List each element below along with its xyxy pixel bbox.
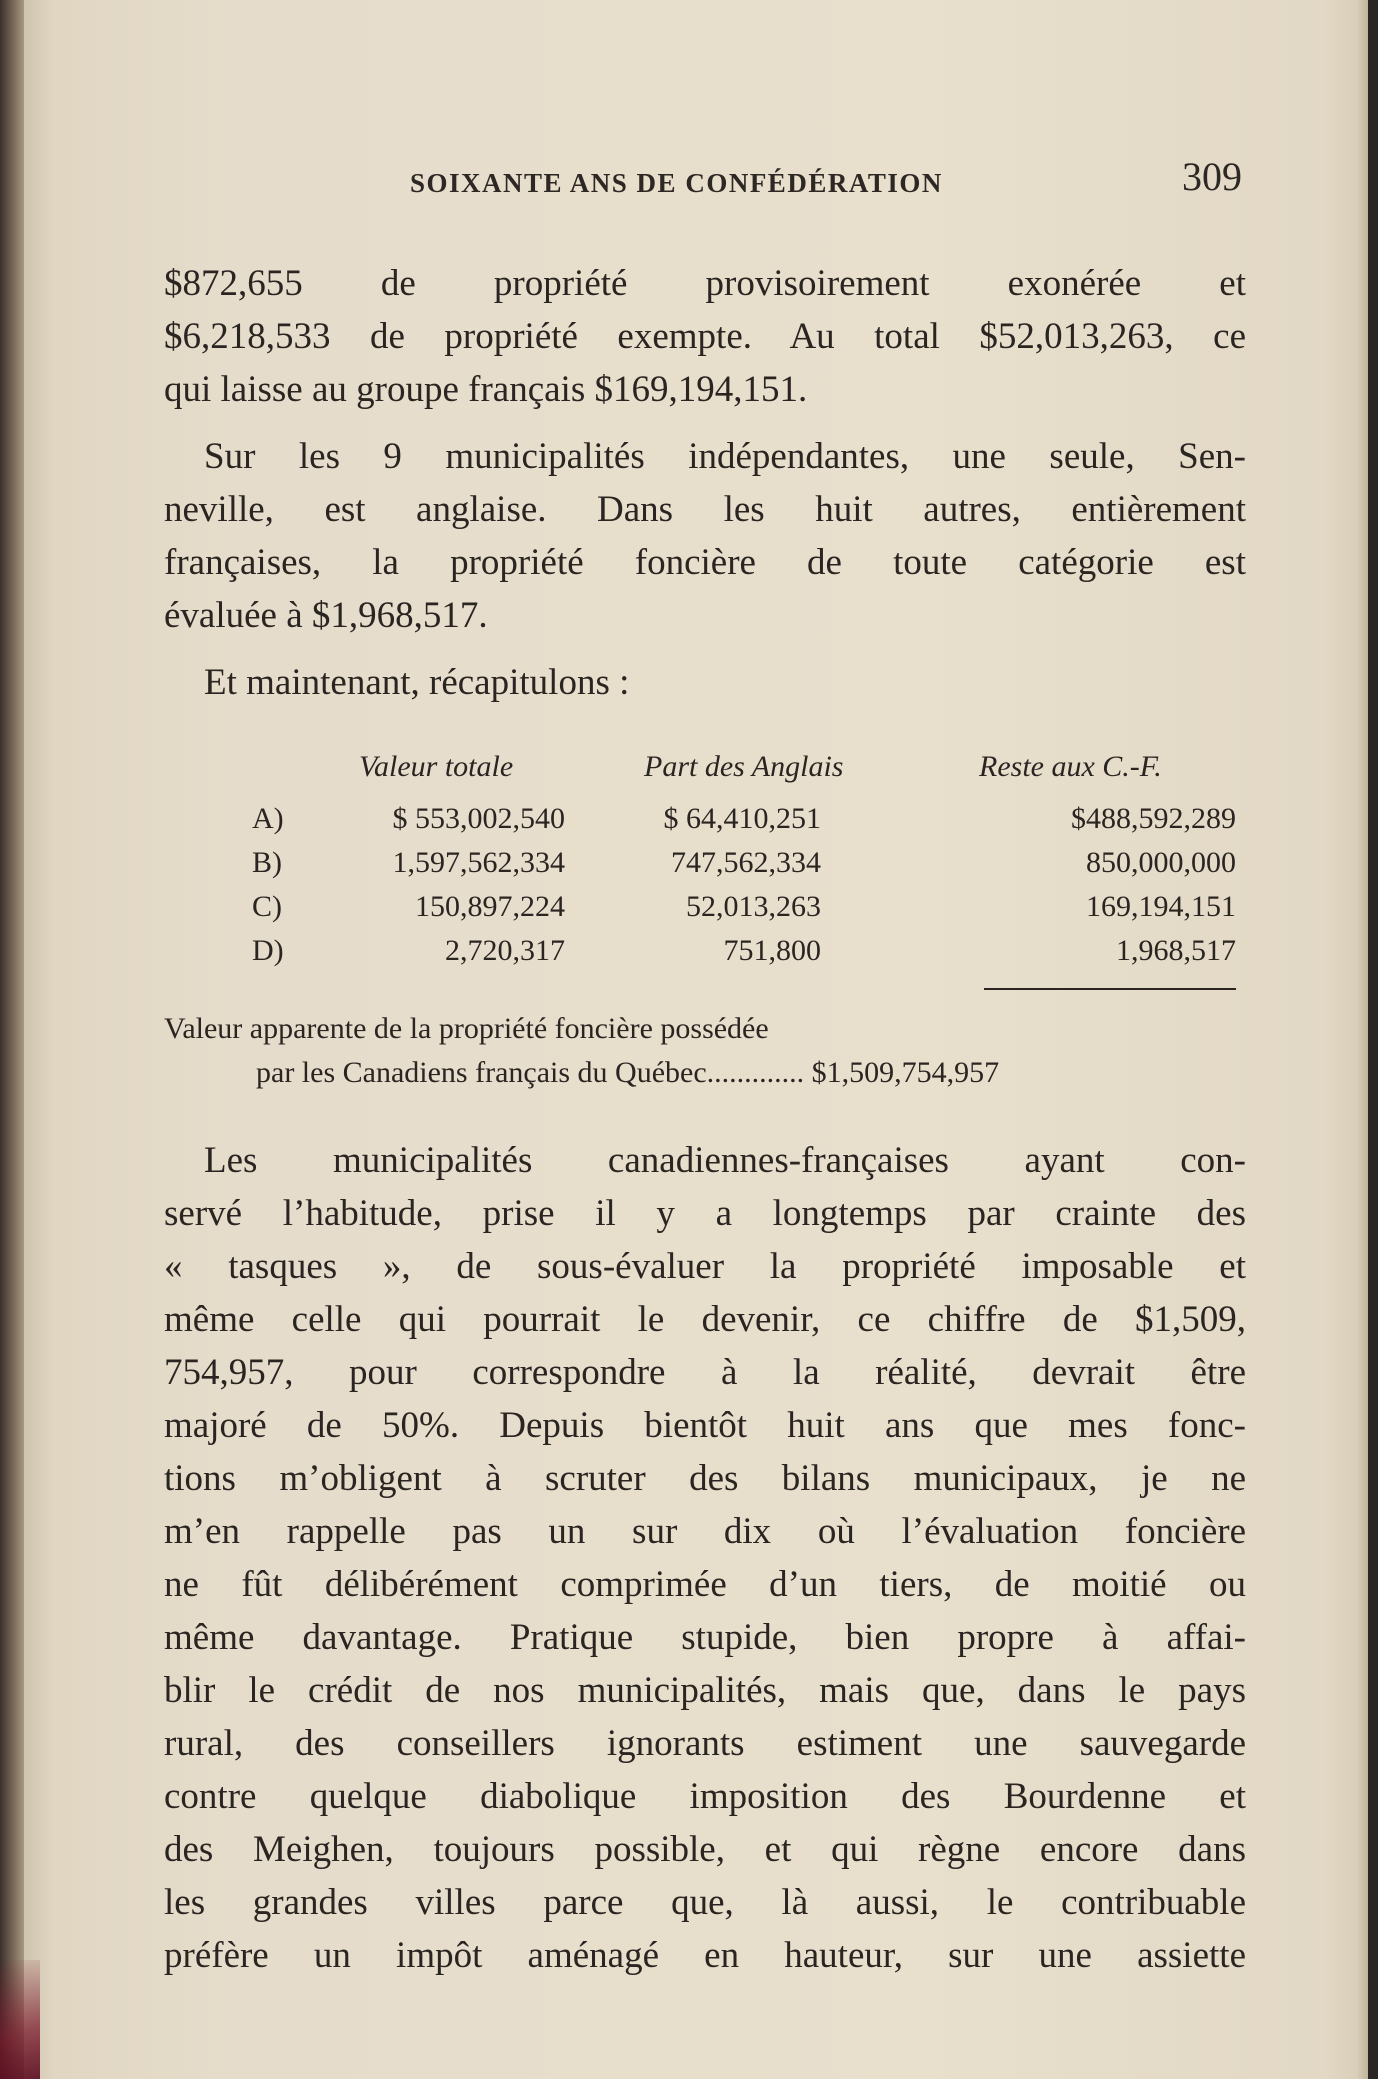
text-line: « tasques », de sous-évaluer la propriété imposable et xyxy=(164,1246,1246,1287)
table-row xyxy=(164,934,1246,978)
text-line: neville, est anglaise. Dans les huit autres, entièrement xyxy=(164,489,1246,530)
row-label: B) xyxy=(252,846,282,879)
text-line: des Meighen, toujours possible, et qui règne encore dans xyxy=(164,1829,1246,1870)
text-line: ne fût délibérément comprimée d’un tiers, de moitié ou xyxy=(164,1564,1246,1605)
paragraph-2 xyxy=(164,430,1246,642)
text-line: les grandes villes parce que, là aussi, le contribuable xyxy=(164,1882,1246,1923)
running-title: SOIXANTE ANS DE CONFÉDÉRATION xyxy=(410,168,943,198)
text-line: Sur les 9 municipalités indépendantes, une seule, Sen- xyxy=(204,436,1246,477)
cell-reste: 850,000,000 xyxy=(1086,846,1236,879)
paragraph-1 xyxy=(164,257,1246,416)
text-line: tions m’obligent à scruter des bilans municipaux, je ne xyxy=(164,1458,1246,1499)
cell-total: 2,720,317 xyxy=(445,934,565,967)
text-line: majoré de 50%. Depuis bientôt huit ans que mes fonc- xyxy=(164,1405,1246,1446)
cell-anglais: 52,013,263 xyxy=(686,890,821,923)
text-line: même davantage. Pratique stupide, bien propre à affai- xyxy=(164,1617,1246,1658)
text-line: servé l’habitude, prise il y a longtemps par crainte des xyxy=(164,1193,1246,1234)
header-reste-cf: Reste aux C.-F. xyxy=(979,750,1162,783)
text-line: contre quelque diabolique imposition des Bourdenne et xyxy=(164,1776,1246,1817)
table-row xyxy=(164,846,1246,890)
table-row xyxy=(164,802,1246,846)
book-cover-edge xyxy=(0,1960,40,2079)
text-line: même celle qui pourrait le devenir, ce chiffre de $1,509, xyxy=(164,1299,1246,1340)
text-line: préfère un impôt aménagé en hauteur, sur une assiette xyxy=(164,1935,1246,1976)
text-line: m’en rappelle pas un sur dix où l’évaluation foncière xyxy=(164,1511,1246,1552)
text-line: qui laisse au groupe français $169,194,151. xyxy=(164,369,808,410)
page-number: 309 xyxy=(1182,154,1242,199)
row-label: C) xyxy=(252,890,282,923)
cell-anglais: 751,800 xyxy=(723,934,821,967)
text-line: Et maintenant, récapitulons : xyxy=(204,662,630,703)
book-page xyxy=(24,0,1368,2079)
table-row xyxy=(164,890,1246,934)
cell-reste: $488,592,289 xyxy=(1071,802,1236,835)
book-spine xyxy=(0,0,24,2079)
text-line: 754,957, pour correspondre à la réalité, devrait être xyxy=(164,1352,1246,1393)
row-label: D) xyxy=(252,934,284,967)
text-line: rural, des conseillers ignorants estiment une sauvegarde xyxy=(164,1723,1246,1764)
cell-reste: 169,194,151 xyxy=(1086,890,1236,923)
cell-total: 150,897,224 xyxy=(415,890,565,923)
paragraph-3 xyxy=(164,656,1246,709)
row-label: A) xyxy=(252,802,284,835)
cell-total: $ 553,002,540 xyxy=(392,802,565,835)
summary-line-2: par les Canadiens français du Québec............. $1,509,754,957 xyxy=(256,1056,1000,1089)
page-edge xyxy=(1358,0,1368,2079)
text-line: Les municipalités canadiennes-françaises ayant con- xyxy=(204,1140,1246,1181)
text-line: évaluée à $1,968,517. xyxy=(164,595,488,636)
header-part-anglais: Part des Anglais xyxy=(644,750,844,783)
cell-total: 1,597,562,334 xyxy=(392,846,565,879)
text-line: $872,655 de propriété provisoirement exonérée et xyxy=(164,263,1246,304)
text-line: françaises, la propriété foncière de toute catégorie est xyxy=(164,542,1246,583)
header-valeur-totale: Valeur totale xyxy=(359,750,514,783)
text-line: blir le crédit de nos municipalités, mais que, dans le pays xyxy=(164,1670,1246,1711)
cell-anglais: $ 64,410,251 xyxy=(663,802,821,835)
paragraph-4 xyxy=(164,1134,1246,1982)
summary-line-1: Valeur apparente de la propriété foncière possédée xyxy=(164,1012,769,1045)
sum-rule xyxy=(984,988,1236,990)
text-line: $6,218,533 de propriété exempte. Au total $52,013,263, ce xyxy=(164,316,1246,357)
cell-anglais: 747,562,334 xyxy=(671,846,821,879)
cell-reste: 1,968,517 xyxy=(1116,934,1236,967)
